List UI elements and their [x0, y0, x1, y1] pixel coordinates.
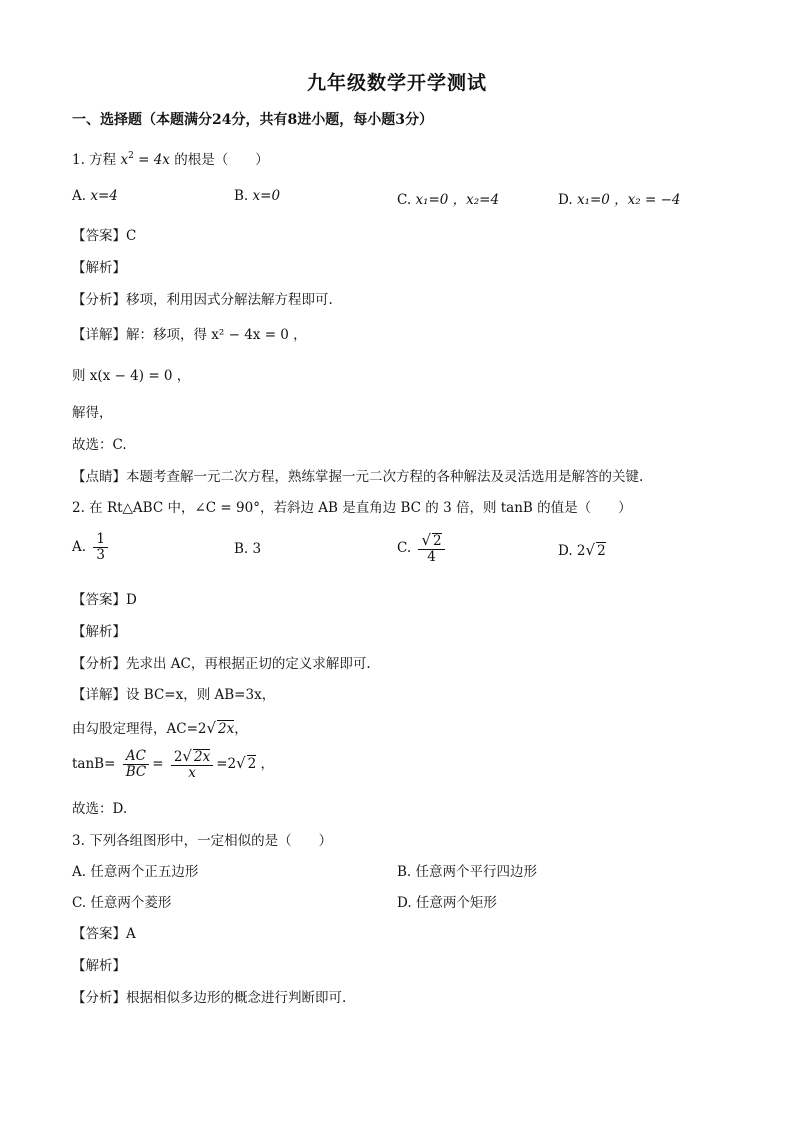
q2-tan-num1: AC: [123, 749, 150, 765]
q1-option-b-text: x=0: [252, 188, 281, 204]
question-2-stem: 2. 在 Rt△ABC 中，∠C = 90°，若斜边 AB 是直角边 BC 的 3 倍，则 tanB 的值是（ ）: [72, 500, 632, 516]
q2-tan-prefix: tanB=: [72, 755, 116, 772]
sqrt-icon: √: [421, 531, 431, 549]
q2-option-d: [558, 541, 606, 559]
q1-step3: 解得，: [72, 405, 113, 421]
q2-fenxi: 【分析】先求出 AC，再根据正切的定义求解即可.: [72, 656, 371, 672]
question-3-stem: 3. 下列各组图形中，一定相似的是（ ）: [72, 833, 333, 849]
q2-option-a-label: A.: [72, 538, 87, 555]
q2-tan-radicand: 2: [247, 755, 257, 772]
q1-option-d-text: x₁=0 ，x₂ = −4: [576, 192, 681, 208]
q2-choose: 故选：D.: [72, 801, 128, 817]
q2-tan-eq: =: [152, 755, 164, 772]
q2-tan-eq2: =2: [216, 755, 237, 772]
q2-tan-num2-coef: 2: [173, 749, 183, 765]
q1-option-a-label: A.: [72, 188, 87, 204]
sqrt-icon: √: [236, 753, 246, 772]
q3-option-d: D. 任意两个矩形: [397, 895, 497, 911]
page-title: 九年级数学开学测试: [306, 72, 487, 94]
q2-tan-line: [72, 748, 274, 781]
q2-option-a: [72, 532, 111, 563]
q3-option-a: A. 任意两个正五边形: [72, 864, 199, 880]
sqrt-icon: √: [182, 747, 192, 765]
q1-step2: 则 x(x − 4) = 0 ，: [72, 368, 191, 384]
q1-option-b: [234, 188, 280, 204]
q3-analysis: 【解析】: [72, 958, 126, 974]
q1-eq-rhs: = 4x: [133, 152, 170, 168]
q1-choose: 故选：C.: [72, 437, 127, 453]
q2-step2-suffix: ，: [234, 721, 248, 737]
q1-option-a-text: x=4: [90, 188, 118, 204]
q1-option-c: [397, 188, 499, 208]
q1-prefix: 1. 方程: [72, 152, 117, 168]
q2-option-a-denominator: 3: [96, 546, 105, 563]
q2-option-b: B. 3: [234, 541, 262, 557]
q1-eq-exp: 2: [128, 151, 134, 161]
q1-fenxi: 【分析】移项，利用因式分解法解方程即可.: [72, 292, 333, 308]
q1-suffix: 的根是（ ）: [174, 152, 269, 168]
q1-option-c-text: x₁=0 ，x₂=4: [415, 192, 500, 208]
q2-option-d-label: D. 2: [558, 543, 586, 559]
q2-answer: 【答案】D: [72, 592, 137, 608]
q1-comment: 【点睛】本题考查解一元二次方程，熟练掌握一元二次方程的各种解法及灵活选用是解答的关键.: [72, 469, 644, 485]
q1-answer: 【答案】C: [72, 228, 137, 244]
q2-analysis: 【解析】: [72, 624, 126, 640]
sqrt-icon: √: [206, 719, 217, 737]
q2-option-c-fraction: [418, 532, 444, 565]
q3-answer: 【答案】A: [72, 926, 136, 942]
q2-tan-num2: [171, 748, 213, 766]
q2-option-d-radicand: 2: [597, 543, 606, 559]
section-heading: 一、选择题（本题满分24分，共有8进小题，每小题3分）: [72, 112, 433, 128]
q2-step2-prefix: 由勾股定理得，AC=2: [72, 721, 207, 737]
q2-tan-suffix: ，: [256, 755, 275, 772]
q2-option-c-radicand: 2: [433, 533, 442, 549]
q2-tan-fraction-1: [123, 749, 150, 780]
q2-tan-num2-radicand: 2x: [193, 749, 211, 765]
q2-detail: 【详解】设 BC=x，则 AB=3x，: [72, 687, 276, 703]
q2-option-a-fraction: [93, 532, 108, 563]
q1-option-b-label: B.: [234, 188, 249, 204]
q2-option-c: [397, 532, 448, 565]
q2-option-a-numerator: 1: [93, 532, 108, 548]
q1-analysis: 【解析】: [72, 260, 126, 276]
q1-option-a: [72, 188, 118, 204]
q2-option-c-label: C.: [397, 539, 412, 556]
q1-option-d-label: D.: [558, 192, 573, 208]
q3-option-b: B. 任意两个平行四边形: [397, 864, 538, 880]
q1-option-d: [558, 188, 680, 208]
q2-step2-radicand: 2x: [218, 721, 235, 737]
q1-option-c-label: C.: [397, 192, 412, 208]
question-1-stem: [72, 148, 269, 168]
sqrt-icon: √: [585, 541, 596, 559]
q2-tan-den2: x: [188, 764, 196, 781]
q1-detail: 【详解】解：移项，得 x² − 4x = 0 ，: [72, 327, 307, 343]
q2-step2: [72, 717, 248, 737]
q2-tan-fraction-2: [171, 748, 213, 781]
q3-fenxi: 【分析】根据相似多边形的概念进行判断即可.: [72, 990, 347, 1006]
q2-option-c-numerator: [418, 532, 444, 550]
q2-option-c-denominator: 4: [427, 548, 436, 565]
q3-option-c: C. 任意两个菱形: [72, 895, 172, 911]
q2-tan-den1: BC: [125, 763, 147, 780]
q1-eq-lhs: x: [120, 152, 129, 168]
